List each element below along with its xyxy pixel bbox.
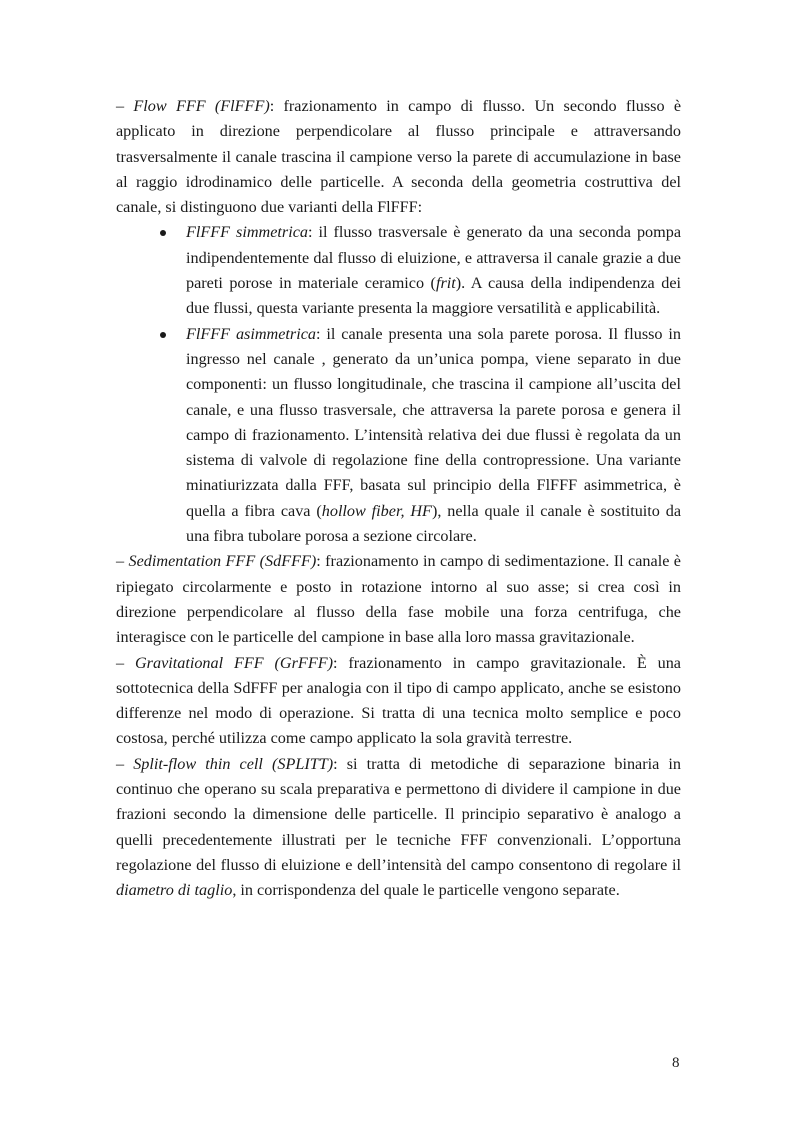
bullet-text: : il flusso trasversale è generato da una seconda pompa indipendentemente dal flusso di eluizione, e attraversa il canale grazie a due pareti porose in materiale ceramico ( [186, 223, 681, 293]
splitt-text-end: , in corrispondenza del quale le particelle vengono separate. [232, 881, 620, 900]
bullet-text: ), nella quale il canale è sostituito da una fibra tubolare porosa a sezione circolare. [186, 501, 682, 546]
flow-fff-paragraph [116, 94, 681, 220]
bullet-icon [160, 332, 166, 338]
bullet-text: ). A causa della indipendenza dei due flussi, questa variante presenta la maggiore versatilità e applicabilità. [186, 274, 681, 318]
sedimentation-fff-paragraph [116, 549, 681, 650]
list-item-flfff-asimmetrica [116, 322, 681, 550]
page-number: 8 [672, 1055, 680, 1071]
flow-fff-text: : frazionamento in campo di flusso. Un secondo flusso è applicato in direzione perpendicolare al flusso principale e attraversando trasversalmente il canale trascina il campione verso la parete di accumulazione in base al raggio idrodinamico delle particelle. A seconda della geometria costruttiva del canale, si distinguono due varianti della FlFFF: [116, 97, 682, 217]
bullet-text: : il canale presenta una sola parete porosa. Il flusso in ingresso nel canale , generato da un’unica pompa, viene separato in due componenti: un flusso longitudinale, che trascina il campione all’uscita del canale, e una flusso trasversale, che attraversa la parete porosa e genera il campo di frazionamento. L’intensità relativa dei due flussi è regolata da un sistema di valvole di regolazione fine della contropressione. Una variante minatiurizzata dalla FFF, basata sul principio della FlFFF asimmetrica, è quella a fibra cava ( [186, 324, 682, 520]
term-splitt: Split-flow thin cell (SPLITT) [133, 754, 334, 773]
grfff-text: : frazionamento in campo gravitazionale. È una sottotecnica della SdFFF per analogia con il tipo di campo applicato, anche se esistono differenze nel modo di operazione. Si tratta di una tecnica molto semplice e poco costosa, perché utilizza come campo applicato la sola gravità terrestre. [116, 653, 681, 748]
dash: – [116, 97, 125, 115]
dash: – [116, 653, 125, 672]
sdfff-text: : frazionamento in campo di sedimentazione. Il canale è ripiegato circolarmente e posto in rotazione intorno al suo asse; si crea così in direzione perpendicolare al flusso della fase mobile una forza centrifuga, che interagisce con le particelle del campione in base alla loro massa gravitazionale. [116, 552, 681, 647]
term-grfff: Gravitational FFF (GrFFF) [134, 653, 333, 672]
dash: – [116, 552, 125, 571]
document-page [116, 94, 681, 904]
term-flfff-simmetrica: FlFFF simmetrica [186, 223, 308, 242]
splitt-text: : si tratta di metodiche di separazione binaria in continuo che operano su scala preparativa e permettono di dividere il campione in due frazioni secondo la dimensione delle particelle. Il principio separativo è analogo a quelli precedentemente illustrati per le tecniche FFF convenzionali. L’opportuna regolazione del flusso di eluizione e dell’intensità del campo consentono di regolare il [116, 754, 682, 874]
italic-term: diametro di taglio [116, 881, 233, 900]
flfff-variants-list [116, 220, 681, 549]
italic-term: hollow fiber, HF [321, 501, 432, 520]
term-flow-fff: Flow FFF (FlFFF) [133, 97, 270, 115]
list-item-flfff-simmetrica [116, 220, 681, 321]
term-sdfff: Sedimentation FFF (SdFFF) [128, 552, 317, 571]
term-flfff-asimmetrica: FlFFF asimmetrica [186, 324, 316, 343]
gravitational-fff-paragraph [116, 651, 681, 752]
bullet-icon [160, 230, 166, 236]
splitt-paragraph [116, 752, 681, 904]
dash: – [116, 754, 125, 773]
italic-term: frit [435, 274, 456, 293]
